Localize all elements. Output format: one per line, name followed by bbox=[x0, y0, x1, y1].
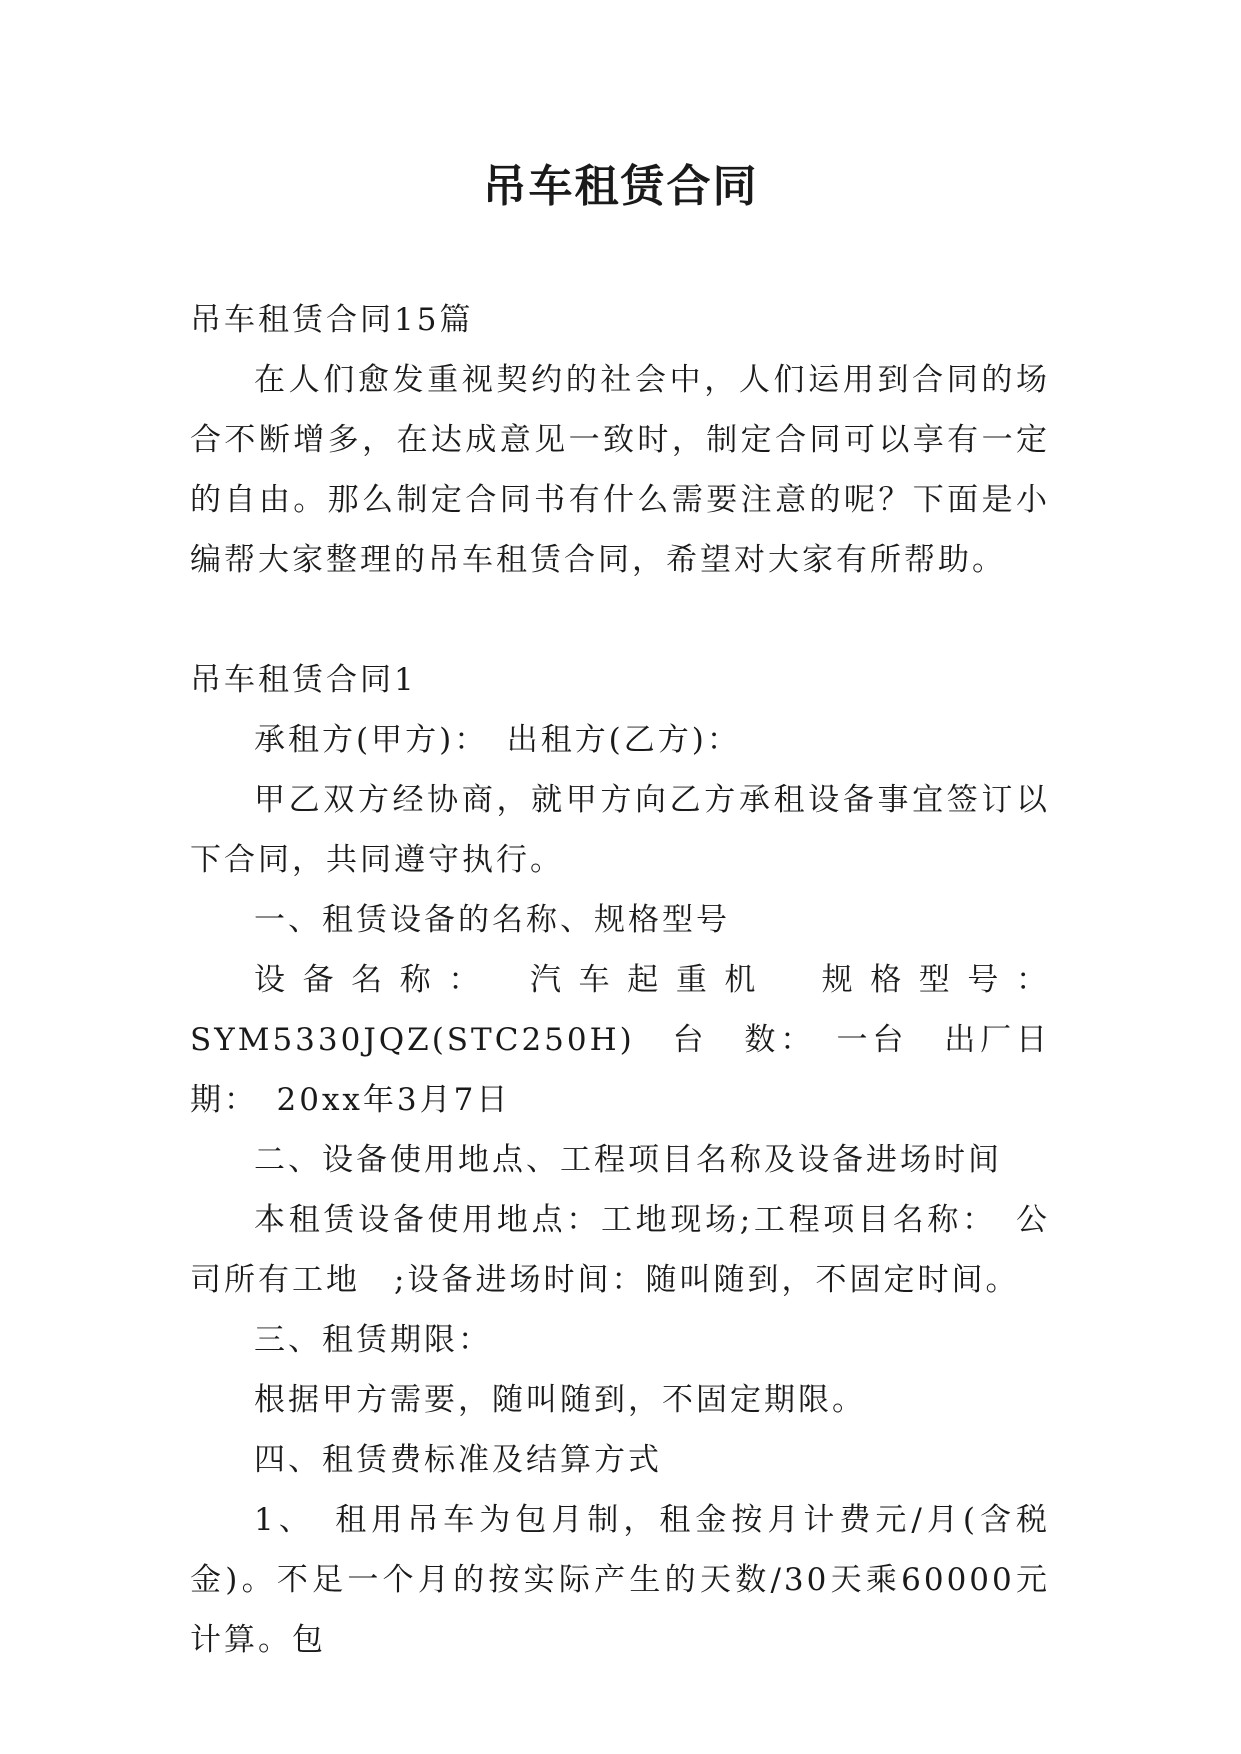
section-2-heading: 二、设备使用地点、工程项目名称及设备进场时间 bbox=[254, 1142, 1002, 1178]
spacer bbox=[190, 590, 1050, 650]
section-2-body: 本租赁设备使用地点：工地现场;工程项目名称： 公司所有工地 ;设备进场时间：随叫随到，不固定时间。 bbox=[190, 1202, 1050, 1298]
parties-line: 承租方(甲方)： 出租方(乙方)： bbox=[254, 722, 741, 758]
section-1-body: 设备名称： 汽车起重机 规格型号：SYM5330JQZ(STC250H) 台 数： 一台 出厂日期： 20xx年3月7日 bbox=[190, 962, 1050, 1118]
section-4-item-1: 1、 租用吊车为包月制，租金按月计费元/月(含税金)。不足一个月的按实际产生的天数/30天乘60000元计算。包 bbox=[190, 1502, 1050, 1658]
section-3-heading: 三、租赁期限： bbox=[254, 1322, 492, 1358]
document-title: 吊车租赁合同 bbox=[482, 161, 759, 212]
contract-heading: 吊车租赁合同1 bbox=[190, 662, 417, 698]
document-body bbox=[190, 290, 1050, 1670]
section-1-heading: 一、租赁设备的名称、规格型号 bbox=[254, 902, 730, 938]
agreement-paragraph: 甲乙双方经协商，就甲方向乙方承租设备事宜签订以下合同，共同遵守执行。 bbox=[190, 782, 1050, 878]
intro-paragraph: 在人们愈发重视契约的社会中，人们运用到合同的场合不断增多，在达成意见一致时，制定合同可以享有一定的自由。那么制定合同书有什么需要注意的呢？下面是小编帮大家整理的吊车租赁合同，希望对大家有所帮助。 bbox=[190, 362, 1050, 578]
section-3-body: 根据甲方需要，随叫随到，不固定期限。 bbox=[254, 1382, 866, 1418]
section-4-heading: 四、租赁费标准及结算方式 bbox=[254, 1442, 662, 1478]
document-subtitle: 吊车租赁合同15篇 bbox=[190, 302, 474, 338]
